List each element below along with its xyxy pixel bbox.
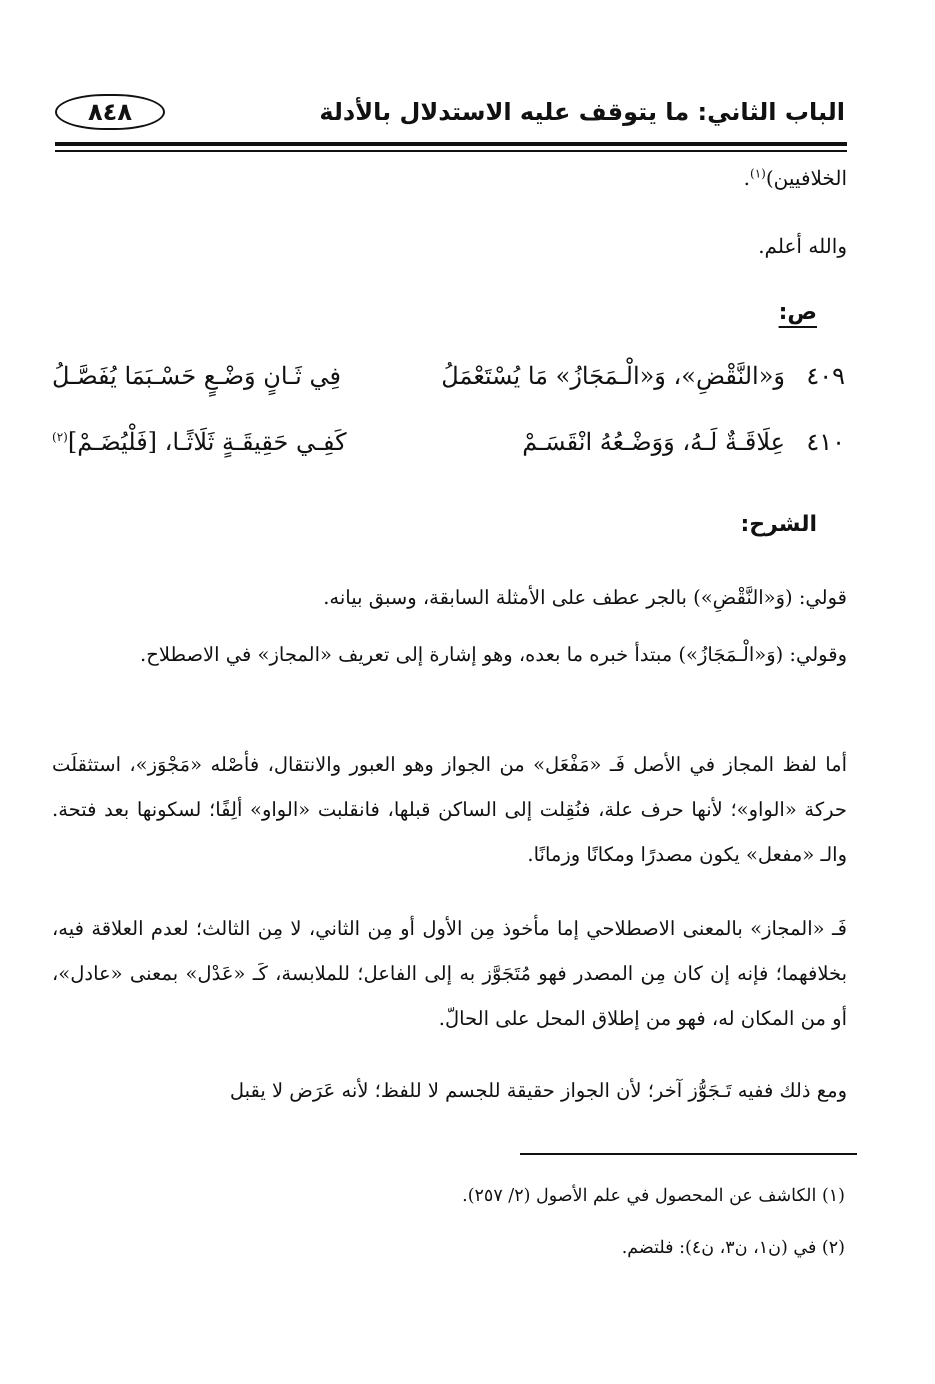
verse-number: ٤٠٩ [806,362,845,390]
sharh-paragraph-3: أما لفظ المجاز في الأصل فَـ «مَفْعَل» من الجواز وهو العبور والانتقال، فأصْله «مَجْوَز»، استثقلَت حركة «الواو»؛ لأنها حرف علة، فنُقِلت إلى الساكن قبلها، فانقلبت «الواو» ألِفًا؛ لسكونها بعد فتحة. والـ «مفعل» يكون مصدرًا ومكانًا وزمانًا. [52,753,847,866]
carryover-line [744,166,847,190]
verse-text: كَفِـي حَقِيقَـةٍ ثَلَاثًـا، [فَلْيُضَـمْ] [67,428,347,456]
running-title: الباب الثاني: ما يتوقف عليه الاستدلال بالأدلة [319,98,845,126]
verse-hemistich-second: فِي ثَـانٍ وَضْـعٍ حَسْـبَمَا يُفَصَّـلُ [52,362,341,390]
verse-number: ٤١٠ [806,428,845,456]
closing-line: والله أعلم. [758,234,847,258]
matn-label: ص: [778,300,817,325]
sharh-paragraph-2: وقولي: (وَ«الْـمَجَازُ») مبتدأ خبره ما بعده، وهو إشارة إلى تعريف «المجاز» في الاصطلاح. [140,643,847,666]
carryover-text: الخلافيين) [765,166,847,190]
header-rule-thin [55,150,847,152]
verse-409 [52,362,845,410]
page-number: ٨٤٨ [55,94,165,130]
sharh-paragraph-1: قولي: (وَ«النَّقْضِ») بالجر عطف على الأمثلة السابقة، وسبق بيانه. [323,586,847,609]
verse-hemistich-second [52,428,347,456]
footnote-2: (٢) في (ن١، ن٣، ن٤): فلتضم. [621,1238,845,1258]
verse-hemistich-first: وَ«النَّقْضِ»، وَ«الْـمَجَازُ» مَا يُسْتَعْمَلُ [441,362,785,390]
sharh-paragraph-5: ومع ذلك ففيه تَـجَوُّز آخر؛ لأن الجواز حقيقة للجسم لا للفظ؛ لأنه عَرَض لا يقبل [229,1079,847,1102]
carryover-end: . [743,166,751,190]
sharh-paragraph-4: فَـ «المجاز» بالمعنى الاصطلاحي إما مأخوذ مِن الأول أو مِن الثاني، لا مِن الثالث؛ لعدم العلاقة فيه، بخلافهما؛ فإنه إن كان مِن المصدر فهو مُتَجَوَّز به إلى الفاعل؛ للملابسة، كَـ «عَدْل» بمعنى «عادل»، أو من المكان له، فهو من إطلاق المحل على الحالّ. [52,917,847,1030]
verse-410 [52,428,845,476]
footnote-separator [520,1153,857,1155]
sharh-label: الشرح: [740,512,817,537]
footnote-ref-1: (١) [750,166,766,181]
footnote-1: (١) الكاشف عن المحصول في علم الأصول (٢/ ٢٥٧). [462,1186,845,1206]
footnote-ref-2: (٢) [52,430,68,444]
page-header [55,92,845,140]
verse-hemistich-first: عِلَاقَـةٌ لَـهُ، وَوَضْـعُهُ انْقَسَـمْ [522,428,785,456]
header-rule-thick [55,142,847,146]
